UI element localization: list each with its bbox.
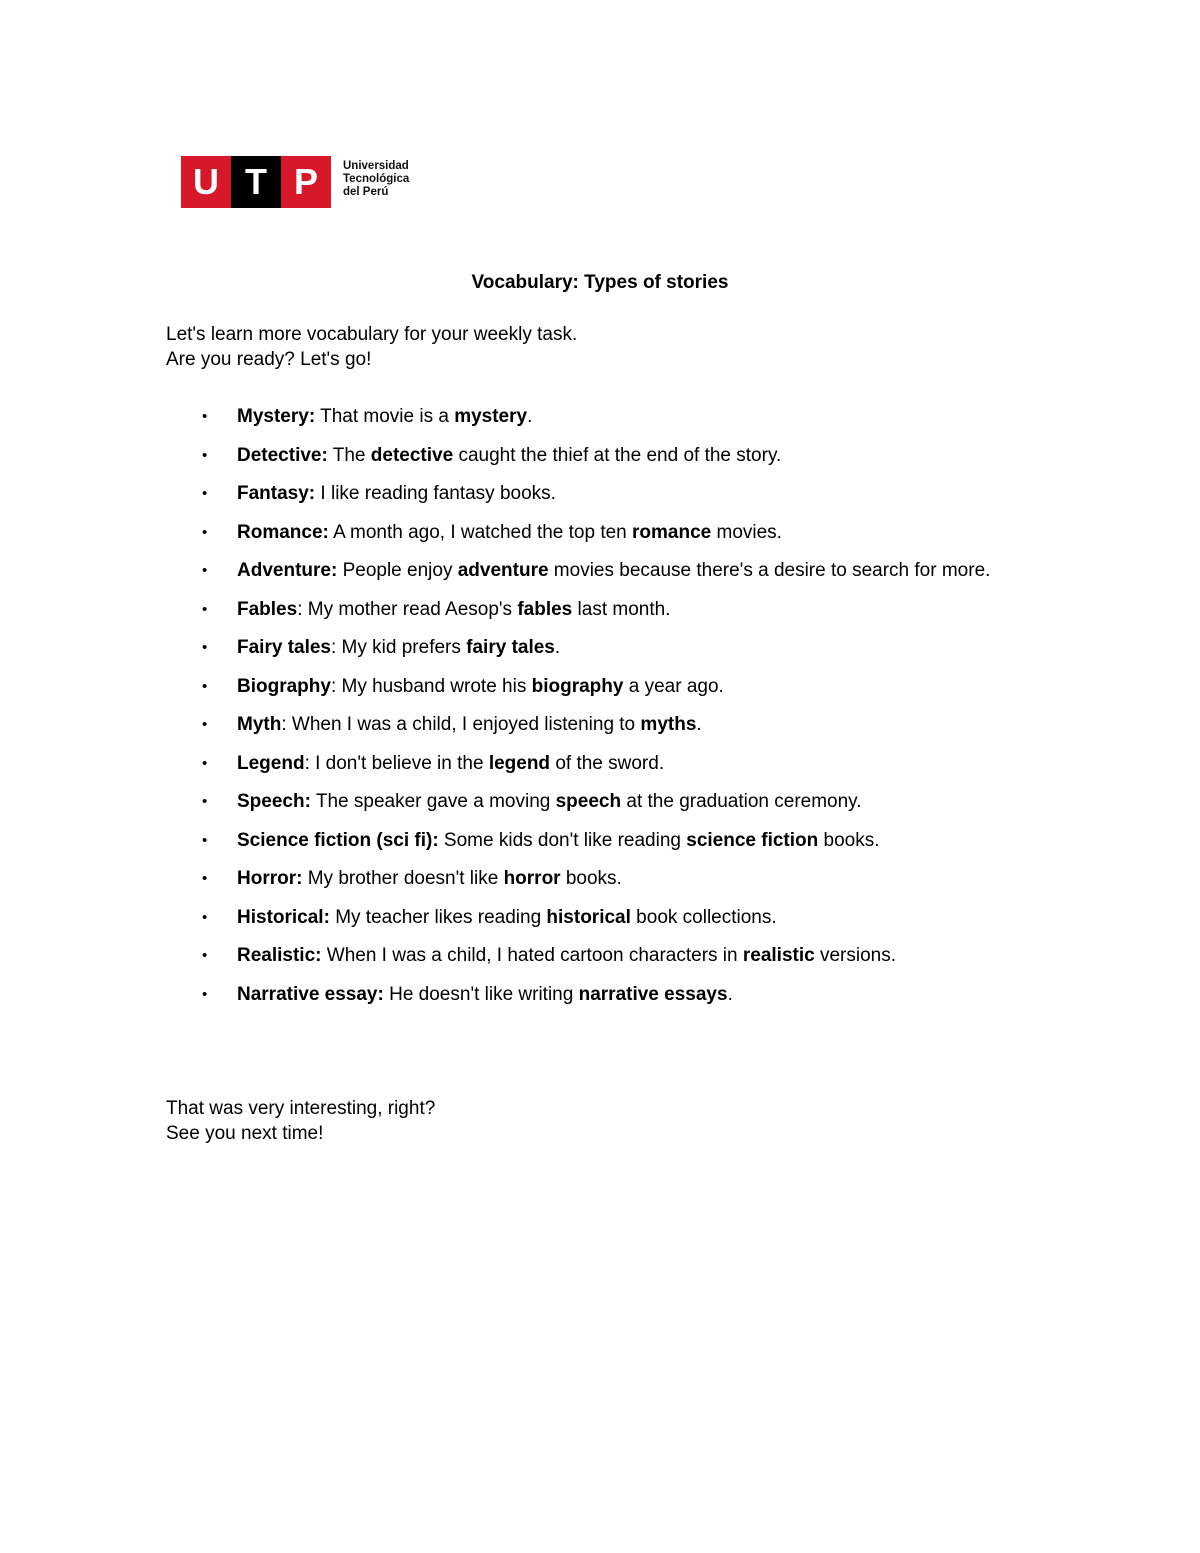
vocab-term: Horror: [237,868,303,889]
vocab-example-text: Some kids don't like reading [438,829,687,851]
vocab-example-text: . [527,406,533,427]
logo-wordmark [343,160,409,199]
vocab-example-text: : My mother read Aesop's [297,598,518,620]
vocab-example-text: My teacher likes reading [329,906,547,928]
intro-line-2: Are you ready? Let's go! [166,349,372,370]
bullet-icon: • [202,947,208,964]
vocab-example-text: at the graduation ceremony. [621,791,862,812]
list-item [166,745,1046,784]
logo-letter-p: P [281,156,331,208]
vocab-example-text: I like reading fantasy books. [315,483,556,504]
bullet-icon: • [202,870,208,887]
vocab-example-highlight: biography [531,675,624,697]
vocab-term: Mystery: [237,406,316,427]
list-item [166,937,1046,976]
vocab-term: Myth [237,714,282,735]
vocab-example-text: When I was a child, I hated cartoon characters in [321,945,743,966]
vocab-term: Fantasy: [237,483,316,504]
vocab-example-text: a year ago. [623,675,724,697]
vocab-example-text: . [554,637,561,658]
vocab-term: Realistic: [237,945,322,966]
bullet-icon: • [202,831,208,849]
intro-line-1: Let's learn more vocabulary for your weekly task. [166,324,578,345]
vocab-term: Speech: [237,791,311,812]
vocab-example-text: movies. [711,521,782,543]
vocab-example-text: : When I was a child, I enjoyed listening to [281,714,641,735]
vocab-example-text: . [696,714,702,735]
vocab-example-text: The [327,444,371,466]
vocab-example-text: versions. [814,945,897,966]
vocab-term: Historical: [237,906,330,928]
logo-line-3: del Perú [343,185,389,198]
closing-line-1: That was very interesting, right? [166,1098,436,1119]
logo-letter-u: U [181,156,231,208]
bullet-icon: • [202,908,208,926]
bullet-icon: • [202,523,208,541]
closing-line-2: See you next time! [166,1123,324,1144]
vocab-example-text: caught the thief at the end of the story. [453,444,782,466]
vocab-term: Adventure: [237,560,338,581]
vocab-example-highlight: detective [370,444,454,466]
vocab-term: Romance: [237,521,329,543]
list-item [166,475,1046,514]
vocab-example-text: last month. [572,598,671,620]
vocab-example-highlight: myths [640,714,697,735]
vocab-example-text: books. [560,868,622,889]
bullet-icon: • [202,600,208,618]
vocab-example-text: book collections. [630,906,777,928]
closing-text [166,1096,435,1146]
bullet-icon: • [202,793,208,810]
list-item [166,860,1046,899]
logo-line-2: Tecnológica [343,172,410,185]
vocab-example-text: movies because there's a desire to search for more. [548,560,991,581]
bullet-icon: • [202,446,208,464]
bullet-icon: • [202,677,208,695]
vocab-term: Detective: [237,444,328,466]
logo-letter-t: T [231,156,281,208]
list-item [166,822,1046,861]
vocab-example-text: of the sword. [550,752,665,774]
logo-line-1: Universidad [343,159,409,172]
list-item [166,976,1046,1015]
intro-text [166,322,577,372]
page-title: Vocabulary: Types of stories [471,272,729,293]
bullet-icon: • [202,716,208,733]
vocab-example-highlight: speech [555,791,622,812]
vocab-example-highlight: narrative essays [578,983,728,1005]
vocab-example-text: : My kid prefers [331,637,467,658]
list-item [166,668,1046,707]
list-item [166,783,1046,822]
list-item [166,437,1046,476]
vocab-example-text: People enjoy [337,560,458,581]
list-item [166,398,1046,437]
list-item [166,514,1046,553]
vocab-term: Science fiction (sci fi): [237,829,439,851]
bullet-icon: • [202,639,208,656]
vocabulary-list [166,398,1046,1014]
vocab-example-text: : My husband wrote his [330,675,532,697]
list-item [166,899,1046,938]
vocab-example-text: . [727,983,733,1005]
vocab-example-highlight: historical [546,906,631,928]
vocab-example-text: books. [818,829,880,851]
vocab-example-highlight: legend [488,752,551,774]
vocab-term: Narrative essay: [237,983,384,1005]
vocab-example-text: : I don't believe in the [304,752,489,774]
bullet-icon: • [202,754,208,772]
bullet-icon: • [202,985,208,1003]
vocab-example-highlight: romance [632,521,712,543]
list-item [166,552,1046,591]
vocab-term: Biography [237,675,331,697]
vocab-example-highlight: science fiction [686,829,819,851]
list-item [166,706,1046,745]
logo-letter-blocks [181,156,331,208]
vocab-example-text: My brother doesn't like [302,868,504,889]
list-item [166,591,1046,630]
vocab-example-highlight: fables [517,598,573,620]
vocab-example-highlight: fairy tales [466,637,555,658]
vocab-example-text: A month ago, I watched the top ten [328,521,633,543]
vocab-example-highlight: realistic [742,945,815,966]
vocab-example-text: He doesn't like writing [383,983,579,1005]
vocab-example-text: That movie is a [315,406,455,427]
bullet-icon: • [202,485,208,502]
vocab-example-highlight: adventure [457,560,549,581]
vocab-term: Fables [237,598,298,620]
vocab-example-highlight: horror [503,868,561,889]
vocab-term: Legend [237,752,305,774]
vocab-term: Fairy tales [237,637,331,658]
bullet-icon: • [202,562,208,579]
vocab-example-text: The speaker gave a moving [310,791,556,812]
bullet-icon: • [202,408,208,425]
list-item [166,629,1046,668]
utp-logo [181,156,409,208]
vocab-example-highlight: mystery [454,406,528,427]
